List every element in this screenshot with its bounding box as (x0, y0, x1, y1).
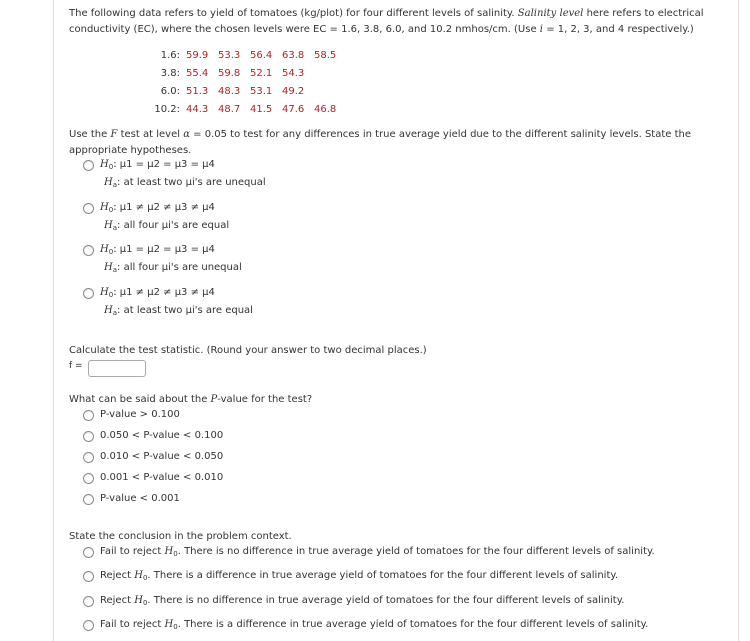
conclusion-option-1-radio[interactable] (83, 547, 94, 558)
test-statistic-label: f = (69, 361, 83, 371)
problem-intro: The following data refers to yield of tomatoes (kg/plot) for four different levels of salinity. Salinity level here refers to electrical conductivity (EC), where the chosen levels were EC = 1.6, 3.8, 6.0, and 10.2 nmhos/cm. (Use i = 1, 2, 3, and 4 respectively.) (69, 8, 704, 35)
hypothesis-option-3-radio[interactable] (83, 245, 94, 256)
p-value-option-2-label: 0.050 < P-value < 0.100 (100, 430, 224, 441)
p-value-option-5-label: P-value < 0.001 (100, 493, 180, 504)
conclusion-option-4-label: Fail to reject $H_0$. There is a difference in true average yield of tomatoes for the four different levels of salinity. (100, 619, 649, 631)
conclusion-option-1-label: Fail to reject $H_0$. There is no difference in true average yield of tomatoes for the four different levels of salinity. (100, 546, 655, 558)
hypothesis-option-1-ha: $H_a$: at least two μi's are unequal (104, 177, 266, 189)
p-value-option-3-label: 0.010 < P-value < 0.050 (100, 451, 224, 462)
test-statistic-prompt: Calculate the test statistic. (Round your answer to two decimal places.) (69, 345, 427, 356)
hypothesis-option-1-h0: $H_0$: μ1 = μ2 = μ3 = μ4 (100, 159, 215, 171)
hypothesis-option-3-ha: $H_a$: all four μi's are unequal (104, 262, 242, 274)
conclusion-option-3-label: Reject $H_0$. There is no difference in true average yield of tomatoes for the four different levels of salinity. (100, 595, 625, 607)
table-row: 6.0: 51.3 48.3 53.1 49.2 (160, 86, 305, 97)
hypothesis-option-4-h0: $H_0$: μ1 ≠ μ2 ≠ μ3 ≠ μ4 (100, 287, 215, 299)
p-value-option-4-radio[interactable] (83, 473, 94, 484)
p-value-option-1-radio[interactable] (83, 410, 94, 421)
test-statistic-input[interactable] (88, 360, 146, 377)
hypothesis-option-2-radio[interactable] (83, 203, 94, 214)
p-value-option-3-radio[interactable] (83, 452, 94, 463)
conclusion-option-2-label: Reject $H_0$. There is a difference in true average yield of tomatoes for the four different levels of salinity. (100, 570, 619, 582)
hypothesis-option-2-ha: $H_a$: all four μi's are equal (104, 220, 230, 232)
hypothesis-option-1-radio[interactable] (83, 160, 94, 171)
data-table (150, 47, 340, 119)
conclusion-option-3-radio[interactable] (83, 596, 94, 607)
conclusion-option-4-radio[interactable] (83, 620, 94, 631)
p-value-option-4-label: 0.001 < P-value < 0.010 (100, 472, 224, 483)
conclusion-prompt: State the conclusion in the problem context. (69, 531, 292, 542)
p-value-prompt: What can be said about the P-value for the test? (69, 394, 313, 405)
p-value-option-5-radio[interactable] (83, 494, 94, 505)
conclusion-option-2-radio[interactable] (83, 571, 94, 582)
hypothesis-option-4-radio[interactable] (83, 288, 94, 299)
hypothesis-option-2-h0: $H_0$: μ1 ≠ μ2 ≠ μ3 ≠ μ4 (100, 202, 215, 214)
table-row: 3.8: 55.4 59.8 52.1 54.3 (160, 68, 305, 79)
p-value-option-2-radio[interactable] (83, 431, 94, 442)
hypothesis-option-3-h0: $H_0$: μ1 = μ2 = μ3 = μ4 (100, 244, 215, 256)
question-hypotheses-prompt: Use the F test at level α = 0.05 to test for any differences in true average yield due to the different salinity levels. State the appropriate hypotheses. (69, 129, 691, 156)
p-value-option-1-label: P-value > 0.100 (100, 409, 180, 420)
table-row: 10.2: 44.3 48.7 41.5 47.6 46.8 (154, 104, 337, 115)
hypothesis-option-4-ha: $H_a$: at least two μi's are equal (104, 305, 253, 317)
table-row: 1.6: 59.9 53.3 56.4 63.8 58.5 (160, 50, 337, 61)
